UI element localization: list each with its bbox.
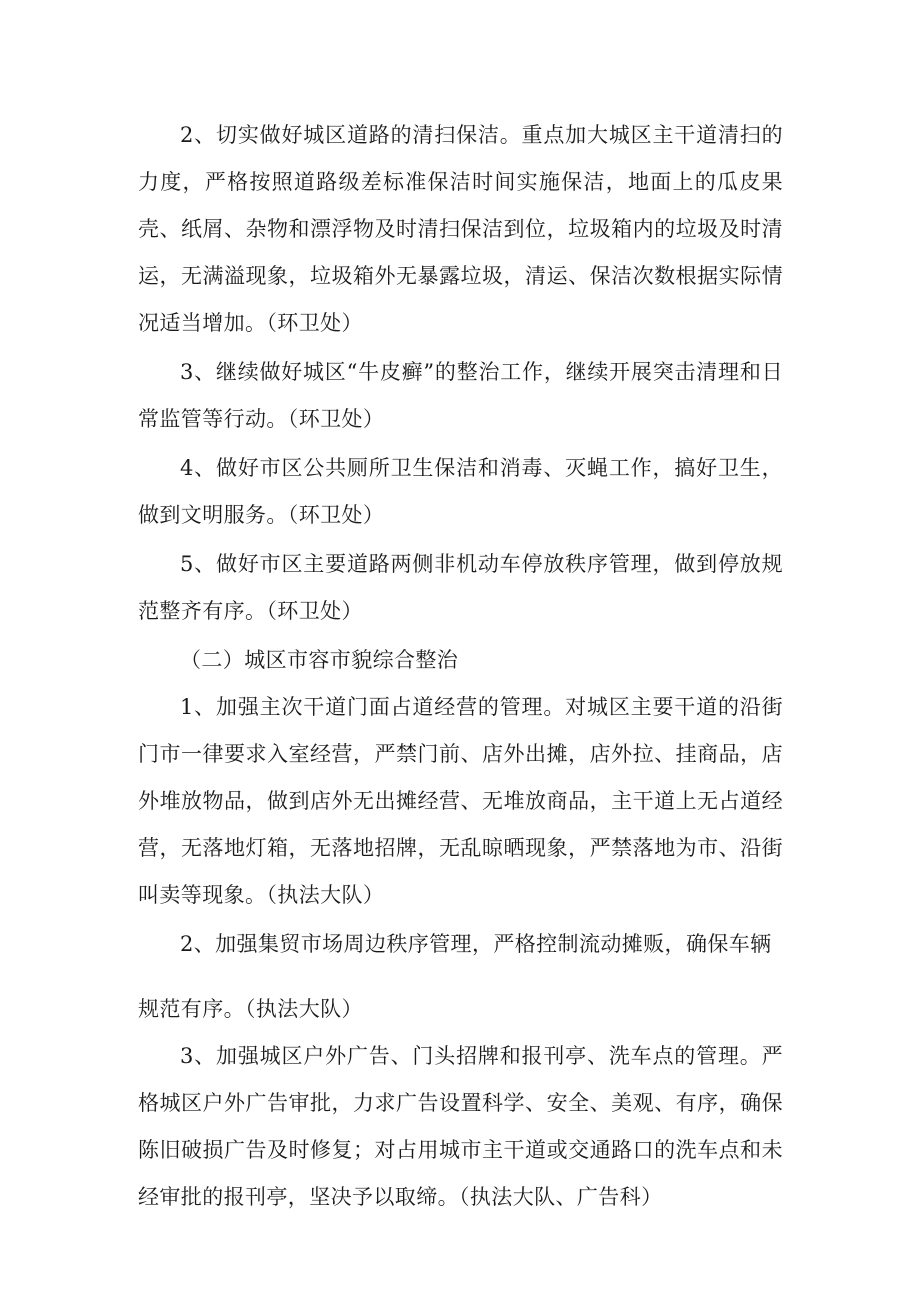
paragraph-market-order-line1: 2、加强集贸市场周边秩序管理，严格控制流动摊贩，确保车辆 (180, 932, 772, 956)
section-heading-city-appearance: （二）城区市容市貌综合整治 (180, 648, 459, 672)
paragraph-non-motor-parking: 5、做好市区主要道路两侧非机动车停放秩序管理，做到停放规范整齐有序。（环卫处） (138, 552, 783, 623)
paragraph-storefront-management: 1、加强主次干道门面占道经营的管理。对城区主要干道的沿街门市一律要求入室经营，严禁门前、店外出摊，店外拉、挂商品，店外堆放物品，做到店外无出摊经营、无堆放商品，主干道上无占道经营，无落地灯箱，无落地招牌，无乱晾晒现象，严禁落地为市、沿街叫卖等现象。（执法大队） (138, 695, 783, 907)
paragraph-market-order-line2: 规范有序。（执法大队） (138, 997, 363, 1021)
paragraph-niupixuan: 3、继续做好城区“牛皮癣”的整治工作，继续开展突击清理和日常监管等行动。（环卫处） (138, 360, 783, 431)
document-body (138, 112, 783, 1221)
paragraph-road-cleaning: 2、切实做好城区道路的清扫保洁。重点加大城区主干道清扫的力度，严格按照道路级差标准保洁时间实施保洁，地面上的瓜皮果壳、纸屑、杂物和漂浮物及时清扫保洁到位，垃圾箱内的垃圾及时清运，无满溢现象，垃圾箱外无暴露垃圾，清运、保洁次数根据实际情况适当增加。（环卫处） (138, 123, 783, 335)
paragraph-outdoor-ads: 3、加强城区户外广告、门头招牌和报刊亭、洗车点的管理。严格城区户外广告审批，力求广告设置科学、安全、美观、有序，确保陈旧破损广告及时修复；对占用城市主干道或交通路口的洗车点和未经审批的报刊亭，坚决予以取缔。（执法大队、广告科） (138, 1044, 783, 1209)
paragraph-public-toilets: 4、做好市区公共厕所卫生保洁和消毒、灭蝇工作，搞好卫生，做到文明服务。（环卫处） (138, 456, 783, 527)
